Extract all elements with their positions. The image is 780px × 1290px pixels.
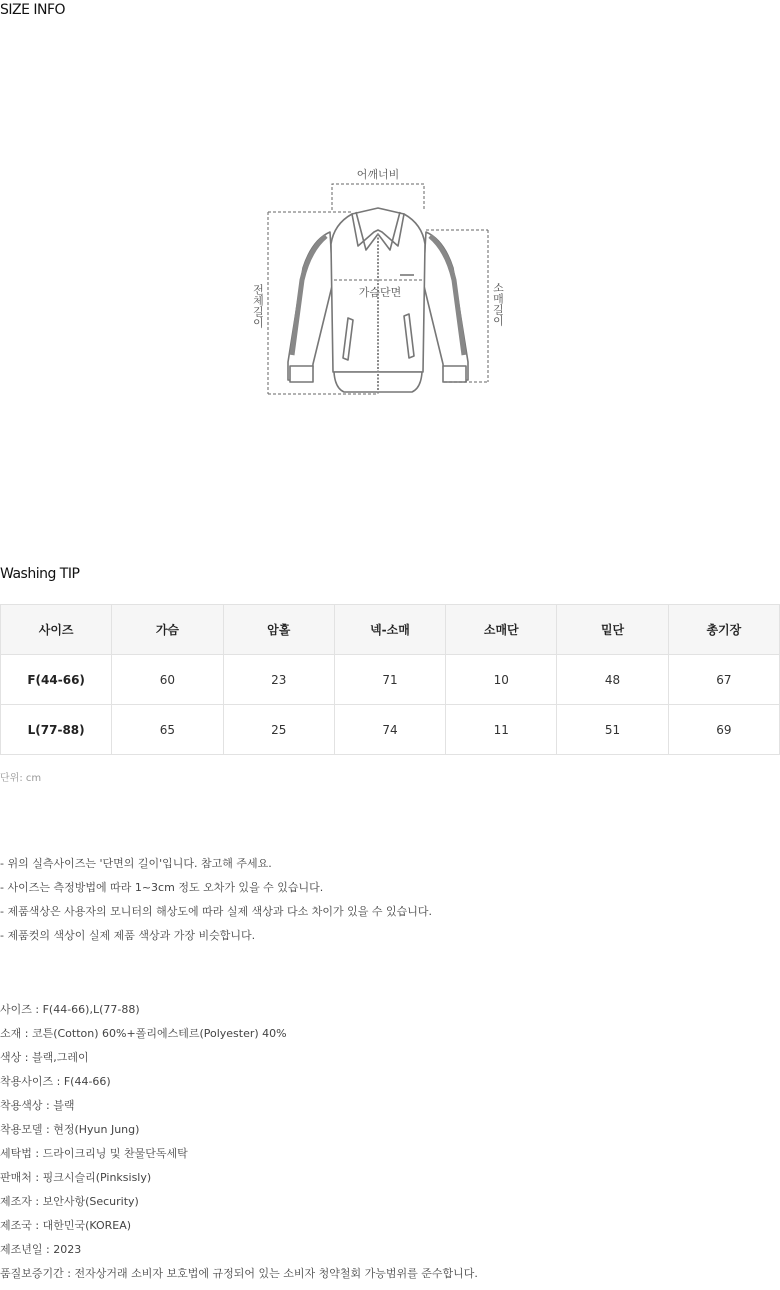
table-cell: 60 [112, 655, 223, 705]
spec-material: 소재 : 코튼(Cotton) 60%+폴리에스테르(Polyester) 40% [0, 1027, 287, 1040]
measurement-notes [0, 856, 432, 952]
table-cell: 25 [223, 705, 334, 755]
unit-note: 단위: cm [0, 773, 42, 784]
spec-country: 제조국 : 대한민국(KOREA) [0, 1219, 132, 1232]
table-header-row [1, 605, 780, 655]
note-item: - 위의 실측사이즈는 '단면의 길이'입니다. 참고해 주세요. [0, 857, 272, 870]
shoulder-width-label: 어깨너비 [356, 168, 400, 181]
table-cell: 65 [112, 705, 223, 755]
header-armhole: 암홀 [223, 605, 334, 655]
header-size: 사이즈 [1, 605, 112, 655]
size-info-title: SIZE INFO [0, 2, 66, 18]
chest-width-label: 가슴단면 [358, 286, 402, 299]
header-cuff: 소매단 [446, 605, 557, 655]
table-row [1, 655, 780, 705]
header-chest: 가슴 [112, 605, 223, 655]
table-cell: 48 [557, 655, 668, 705]
header-hem: 밑단 [557, 605, 668, 655]
spec-size: 사이즈 : F(44-66),L(77-88) [0, 1003, 140, 1016]
sleeve-length-label: 소매길이 [491, 282, 505, 326]
total-length-label: 전체길이 [251, 284, 265, 328]
product-specs [0, 1002, 478, 1290]
header-neck-sleeve: 넥-소매 [334, 605, 445, 655]
washing-tip-title: Washing TIP [0, 566, 80, 582]
size-table [0, 604, 780, 755]
spec-worn-size: 착용사이즈 : F(44-66) [0, 1075, 111, 1088]
row-size-label: L(77-88) [1, 705, 112, 755]
jacket-illustration [288, 208, 468, 394]
spec-color: 색상 : 블랙,그레이 [0, 1051, 89, 1064]
table-cell: 10 [446, 655, 557, 705]
spec-manufacturer: 제조자 : 보안사항(Security) [0, 1195, 139, 1208]
table-cell: 51 [557, 705, 668, 755]
header-total-length: 총기장 [668, 605, 779, 655]
table-cell: 67 [668, 655, 779, 705]
spec-year: 제조년일 : 2023 [0, 1243, 82, 1256]
note-item: - 제품색상은 사용자의 모니터의 해상도에 따라 실제 색상과 다소 차이가 있을 수 있습니다. [0, 905, 432, 918]
spec-warranty: 품질보증기간 : 전자상거래 소비자 보호법에 규정되어 있는 소비자 청약철회 가능범위를 준수합니다. [0, 1267, 478, 1280]
spec-washing: 세탁법 : 드라이크리닝 및 찬물단독세탁 [0, 1147, 188, 1160]
spec-model: 착용모델 : 현정(Hyun Jung) [0, 1123, 140, 1136]
spec-seller: 판매처 : 핑크시슬리(Pinksisly) [0, 1171, 152, 1184]
spec-worn-color: 착용색상 : 블랙 [0, 1099, 75, 1112]
table-cell: 74 [334, 705, 445, 755]
table-cell: 69 [668, 705, 779, 755]
table-cell: 23 [223, 655, 334, 705]
note-item: - 사이즈는 측정방법에 따라 1~3cm 정도 오차가 있을 수 있습니다. [0, 881, 324, 894]
jacket-size-diagram [0, 0, 780, 560]
row-size-label: F(44-66) [1, 655, 112, 705]
table-row [1, 705, 780, 755]
table-cell: 71 [334, 655, 445, 705]
table-cell: 11 [446, 705, 557, 755]
note-item: - 제품컷의 색상이 실제 제품 색상과 가장 비슷합니다. [0, 929, 256, 942]
